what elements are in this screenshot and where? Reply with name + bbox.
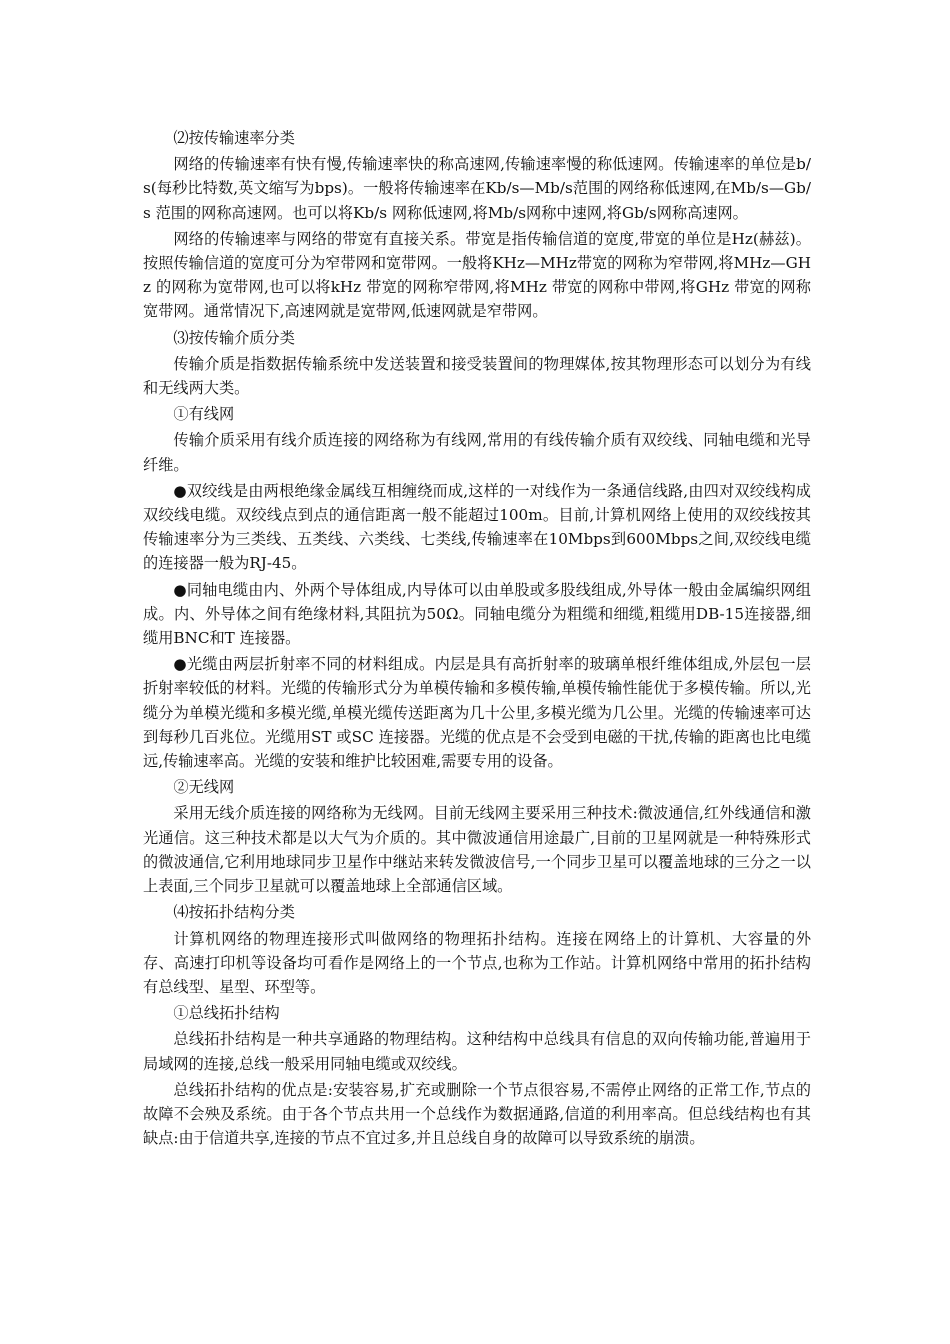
paragraph-coaxial-cable: ●同轴电缆由内、外两个导体组成,内导体可以由单股或多股线组成,外导体一般由金属编织网组成。内、外导体之间有绝缘材料,其阻抗为50Ω。同轴电缆分为粗缆和细缆,粗缆用DB-15连接器,细缆用BNC和T 连接器。 bbox=[143, 580, 811, 648]
section-heading-transmission-medium: ⑶按传输介质分类 bbox=[173, 328, 295, 347]
subheading-bus-topology: ①总线拓扑结构 bbox=[173, 1004, 280, 1023]
paragraph: 网络的传输速率与网络的带宽有直接关系。带宽是指传输信道的宽度,带宽的单位是Hz(赫兹)。按照传输信道的宽度可分为窄带网和宽带网。一般将KHz—MHz带宽的网称为窄带网,将MHz—GHz 的网称为宽带网,也可以将kHz 带宽的网称窄带网,将MHz 带宽的网称中带网,将GHz 带宽的网称宽带网。通常情况下,高速网就是宽带网,低速网就是窄带网。 bbox=[143, 229, 811, 321]
subheading-wired-network: ①有线网 bbox=[173, 405, 235, 424]
paragraph: 计算机网络的物理连接形式叫做网络的物理拓扑结构。连接在网络上的计算机、大容量的外存、高速打印机等设备均可看作是网络上的一个节点,也称为工作站。计算机网络中常用的拓扑结构有总线型、星型、环型等。 bbox=[143, 929, 811, 996]
paragraph: 总线拓扑结构是一种共享通路的物理结构。这种结构中总线具有信息的双向传输功能,普遍用于局域网的连接,总线一般采用同轴电缆或双绞线。 bbox=[143, 1030, 811, 1073]
section-heading-topology: ⑷按拓扑结构分类 bbox=[173, 903, 295, 922]
section-heading-transmission-rate: ⑵按传输速率分类 bbox=[173, 129, 295, 147]
paragraph: 总线拓扑结构的优点是:安装容易,扩充或删除一个节点很容易,不需停止网络的正常工作,节点的故障不会殃及系统。由于各个节点共用一个总线作为数据通路,信道的利用率高。但总线结构也有其缺点:由于信道共享,连接的节点不宜过多,并且总线自身的故障可以导致系统的崩溃。 bbox=[143, 1080, 811, 1148]
paragraph: 传输介质是指数据传输系统中发送装置和接受装置间的物理媒体,按其物理形态可以划分为有线和无线两大类。 bbox=[143, 354, 811, 398]
paragraph: 传输介质采用有线介质连接的网络称为有线网,常用的有线传输介质有双绞线、同轴电缆和光导纤维。 bbox=[143, 431, 811, 474]
paragraph-twisted-pair: ●双绞线是由两根绝缘金属线互相缠绕而成,这样的一对线作为一条通信线路,由四对双绞线构成双绞线电缆。双绞线点到点的通信距离一般不能超过100m。目前,计算机网络上使用的双绞线按其传输速率分为三类线、五类线、六类线、七类线,传输速率在10Mbps到600Mbps之间,双绞线电缆的连接器一般为RJ-45。 bbox=[143, 481, 811, 573]
document-page bbox=[143, 126, 811, 1152]
paragraph: 采用无线介质连接的网络称为无线网。目前无线网主要采用三种技术:微波通信,红外线通信和激光通信。这三种技术都是以大气为介质的。其中微波通信用途最广,目前的卫星网就是一种特殊形式的微波通信,它利用地球同步卫星作中继站来转发微波信号,一个同步卫星可以覆盖地球的三分之一以上表面,三个同步卫星就可以覆盖地球上全部通信区域。 bbox=[143, 804, 811, 896]
paragraph-fiber-optic: ●光缆由两层折射率不同的材料组成。内层是具有高折射率的玻璃单根纤维体组成,外层包一层折射率较低的材料。光缆的传输形式分为单模传输和多模传输,单模传输性能优于多模传输。所以,光缆分为单模光缆和多模光缆,单模光缆传送距离为几十公里,多模光缆为几公里。光缆的传输速率可达到每秒几百兆位。光缆用ST 或SC 连接器。光缆的优点是不会受到电磁的干扰,传输的距离也比电缆远,传输速率高。光缆的安装和维护比较困难,需要专用的设备。 bbox=[143, 655, 811, 771]
paragraph: 网络的传输速率有快有慢,传输速率快的称高速网,传输速率慢的称低速网。传输速率的单位是b/s(每秒比特数,英文缩写为bps)。一般将传输速率在Kb/s—Mb/s范围的网络称低速网,在Mb/s—Gb/s 范围的网称高速网。也可以将Kb/s 网称低速网,将Mb/s网称中速网,将Gb/s网称高速网。 bbox=[143, 155, 811, 222]
subheading-wireless-network: ②无线网 bbox=[173, 778, 235, 797]
